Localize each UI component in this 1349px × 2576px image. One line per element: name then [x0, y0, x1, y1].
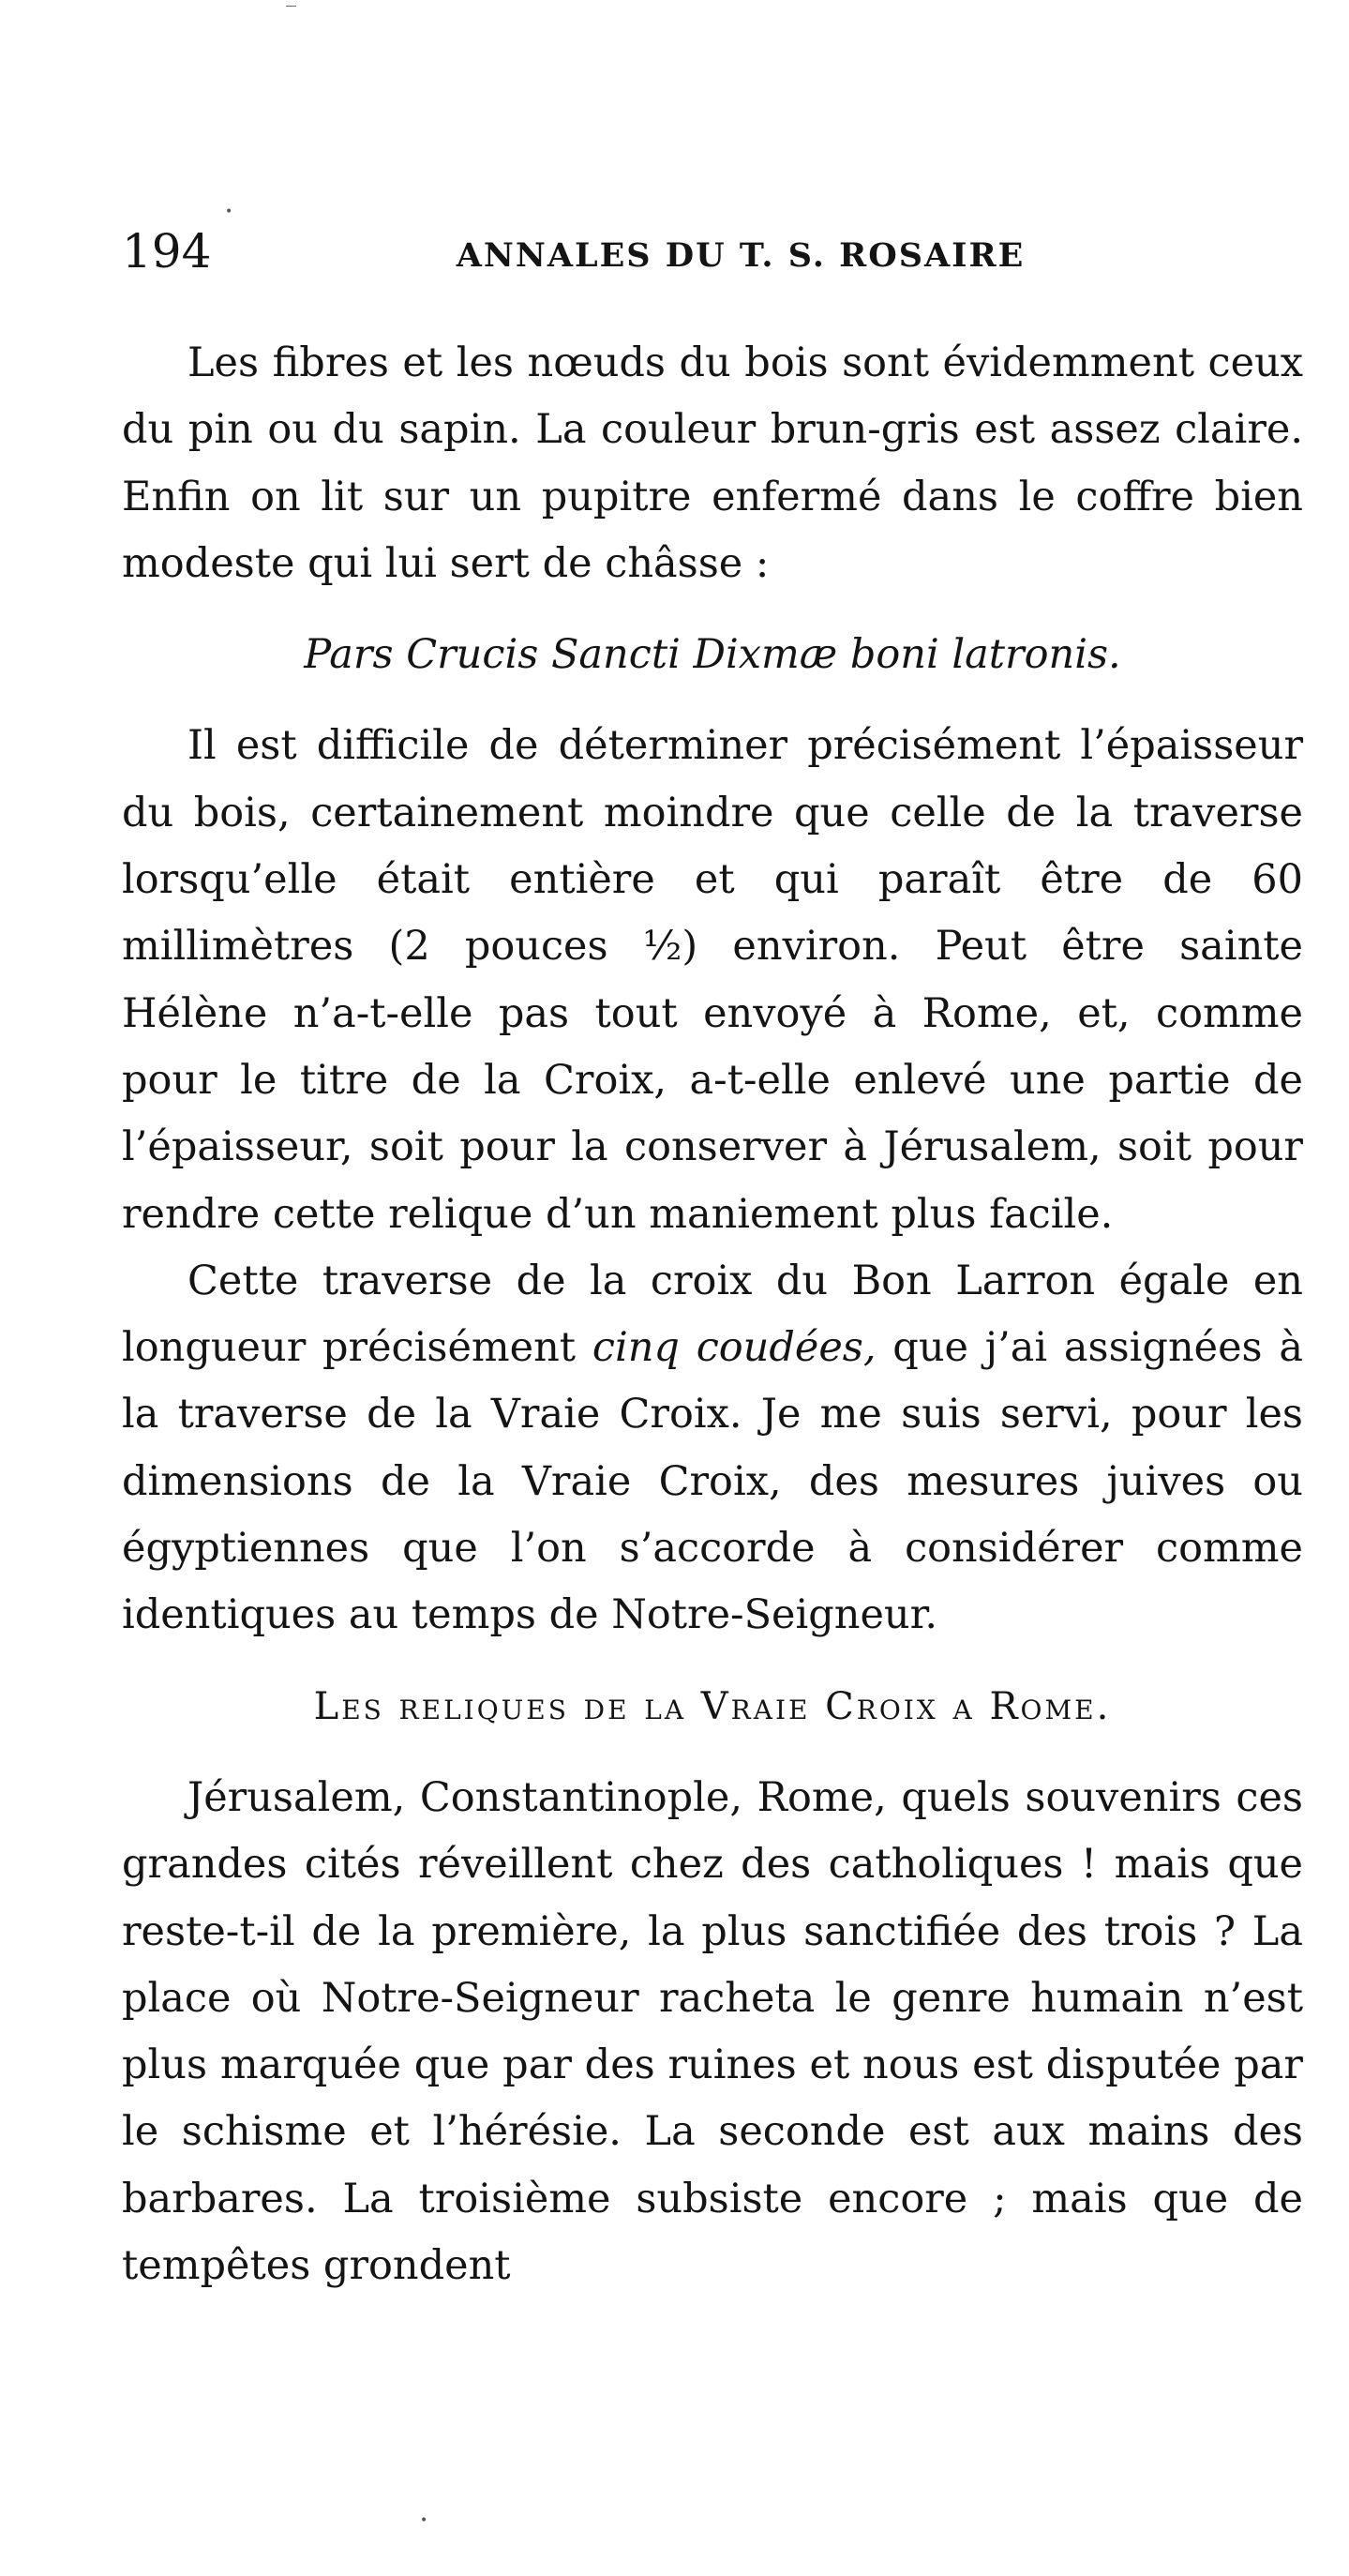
running-head: ANNALES DU T. S. ROSAIRE	[456, 236, 1026, 275]
paragraph-thickness: Il est difficile de déterminer précisément l’épaisseur du bois, certainement moindre que celle de la traverse lorsqu’elle était entière et qui paraît être de 60 millimètres (2 pouces ½) environ. Peut être sainte Hélène n’a-t-elle pas tout envoyé à Rome, et, comme pour le titre de la Croix, a-t-elle enlevé une partie de l’épaisseur, soit pour la conserver à Jérusalem, soit pour rendre cette relique d’un maniement plus facile.	[122, 722, 1303, 1238]
scan-speck: •	[225, 204, 233, 219]
scan-speck: •	[420, 2513, 428, 2528]
paragraph-crossbeam-emphasis: cinq coudées,	[592, 1324, 877, 1372]
paragraph-crossbeam-text-2: que j’ai assignées à la traverse de la Vraie Croix. Je me suis servi, pour les dimensions de la Vraie Croix, des mesures juives ou égyptiennes que l’on s’accorde à considérer comme identiques au temps de Notre-Seigneur.	[122, 1324, 1304, 1639]
paragraph-crossbeam-length	[122, 1248, 1303, 1650]
scan-mark: ‾	[286, 4, 296, 27]
paragraph-crossbeam-text-1: Cette traverse de la croix du Bon Larron égale en longueur précisément	[122, 1257, 1303, 1372]
page-number: 194	[122, 224, 212, 279]
paragraph-wood-description: Les fibres et les nœuds du bois sont évidemment ceux du pin ou du sapin. La couleur brun-gris est assez claire. Enfin on lit sur un pupitre enfermé dans le coffre bien modeste qui lui sert de châsse :	[122, 339, 1303, 587]
page-header	[122, 223, 1303, 289]
relic-inscription: Pars Crucis Sancti Dixmæ boni latronis.	[304, 631, 1121, 679]
section-heading: Les reliques de la Vraie Croix a Rome.	[313, 1684, 1112, 1728]
paragraph-three-cities: Jérusalem, Constantinople, Rome, quels souvenirs ces grandes cités réveillent chez des catholiques ! mais que reste-t-il de la première, la plus sanctifiée des trois ? La place où Notre-Seigneur racheta le genre humain n’est plus marquée que par des ruines et nous est disputée par le schisme et l’hérésie. La seconde est aux mains des barbares. La troisième subsiste encore ; mais que de tempêtes grondent	[122, 1773, 1303, 2290]
body-text	[122, 330, 1303, 2299]
